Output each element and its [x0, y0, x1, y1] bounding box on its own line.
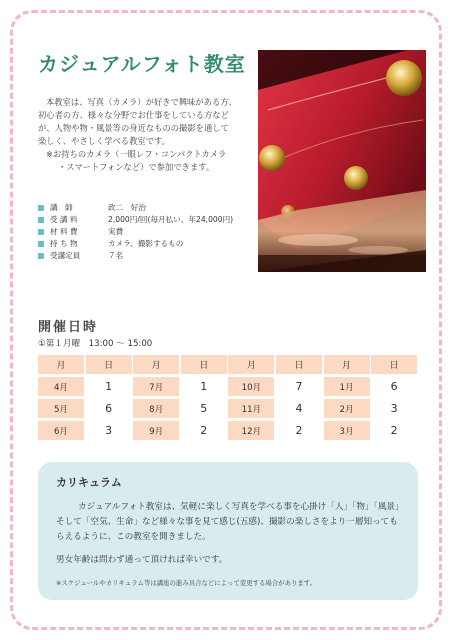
table-cell-month: 4月 — [38, 377, 84, 396]
info-row-instructor — [38, 202, 233, 214]
schedule-title: 開催日時 — [38, 320, 99, 335]
intro-line: ・スマートフォンなど）で参加できます。 — [58, 162, 215, 172]
table-cell-month: 6月 — [38, 421, 84, 440]
bullet-square-icon — [38, 253, 44, 259]
info-value: 2,000円/回(毎月払い、年24,000円) — [108, 215, 234, 224]
camera-photo — [258, 50, 426, 272]
info-row-capacity — [38, 250, 233, 262]
info-row-materials — [38, 226, 233, 238]
page-title: カジュアルフォト教室 — [38, 52, 246, 76]
info-value: カメラ、撮影するもの — [108, 239, 184, 248]
table-header-day: 日 — [276, 355, 322, 374]
table-cell-month: 3月 — [324, 421, 370, 440]
table-header-month: 月 — [324, 355, 370, 374]
table-cell-day: 1 — [86, 377, 132, 396]
table-cell-month: 10月 — [228, 377, 274, 396]
intro-line: が、人物や物・風景等の身近なものの撮影を通して — [38, 123, 229, 133]
table-header-day: 日 — [181, 355, 227, 374]
bullet-square-icon — [38, 241, 44, 247]
table-cell-day: 2 — [276, 421, 322, 440]
table-cell-month: 9月 — [133, 421, 179, 440]
table-cell-month: 2月 — [324, 399, 370, 418]
table-cell-day: 1 — [181, 377, 227, 396]
info-label: 講 師 — [50, 203, 73, 212]
curriculum-paragraph: 男女年齢は問わず通って頂ければ幸いです。 — [56, 555, 228, 565]
table-cell-day: 2 — [371, 421, 417, 440]
table-cell-day: 6 — [86, 399, 132, 418]
table-header-month: 月 — [133, 355, 179, 374]
table-cell-month: 11月 — [228, 399, 274, 418]
info-label: 持 ち 物 — [50, 239, 78, 248]
intro-text — [38, 96, 263, 174]
schedule-table — [38, 355, 417, 440]
info-label: 材 料 費 — [50, 227, 78, 236]
table-cell-day: 3 — [371, 399, 417, 418]
curriculum-box — [38, 462, 418, 600]
info-value: ７名 — [108, 251, 124, 260]
intro-line: 初心者の方、様々な分野でお仕事をしている方など — [38, 110, 229, 120]
table-cell-day: 2 — [181, 421, 227, 440]
curriculum-paragraph: カジュアルフォト教室は、気軽に楽しく写真を学べる事を心掛け「人」「物」「風景」そして「空気、生命」など様々な事を見て感じ(五感)、撮影の楽しさをより一層知ってもらえるように、この教室を開きました。 — [56, 502, 404, 542]
schedule-subtitle: ①第１月曜 13:00 ～ 15:00 — [38, 339, 153, 349]
info-label: 受 講 料 — [50, 215, 78, 224]
curriculum-body — [56, 500, 404, 568]
table-header-month: 月 — [228, 355, 274, 374]
table-header-day: 日 — [86, 355, 132, 374]
table-cell-month: 5月 — [38, 399, 84, 418]
table-cell-month: 8月 — [133, 399, 179, 418]
info-label: 受講定員 — [50, 251, 81, 260]
table-cell-day: 6 — [371, 377, 417, 396]
course-info-list — [38, 202, 233, 262]
table-cell-day: 3 — [86, 421, 132, 440]
table-cell-month: 12月 — [228, 421, 274, 440]
intro-line: 楽しく、やさしく学べる教室です。 — [38, 136, 170, 146]
info-row-fee — [38, 214, 233, 226]
curriculum-note: ※スケジュールやカリキュラム等は講座の進み具合などによって変更する場合があります。 — [56, 579, 317, 587]
bullet-square-icon — [38, 229, 44, 235]
table-cell-month: 1月 — [324, 377, 370, 396]
intro-line: 本教室は、写真（カメラ）が好きで興味がある方、 — [46, 97, 237, 107]
table-header-day: 日 — [371, 355, 417, 374]
bullet-square-icon — [38, 205, 44, 211]
table-cell-day: 5 — [181, 399, 227, 418]
table-header-month: 月 — [38, 355, 84, 374]
table-cell-day: 7 — [276, 377, 322, 396]
info-value: 政二 好治 — [108, 203, 146, 212]
table-cell-day: 4 — [276, 399, 322, 418]
curriculum-title: カリキュラム — [56, 476, 122, 489]
intro-line: ※お持ちのカメラ（一眼レフ・コンパクトカメラ — [46, 149, 227, 159]
info-value: 実費 — [108, 227, 124, 236]
bullet-square-icon — [38, 217, 44, 223]
info-row-belongings — [38, 238, 233, 250]
table-cell-month: 7月 — [133, 377, 179, 396]
